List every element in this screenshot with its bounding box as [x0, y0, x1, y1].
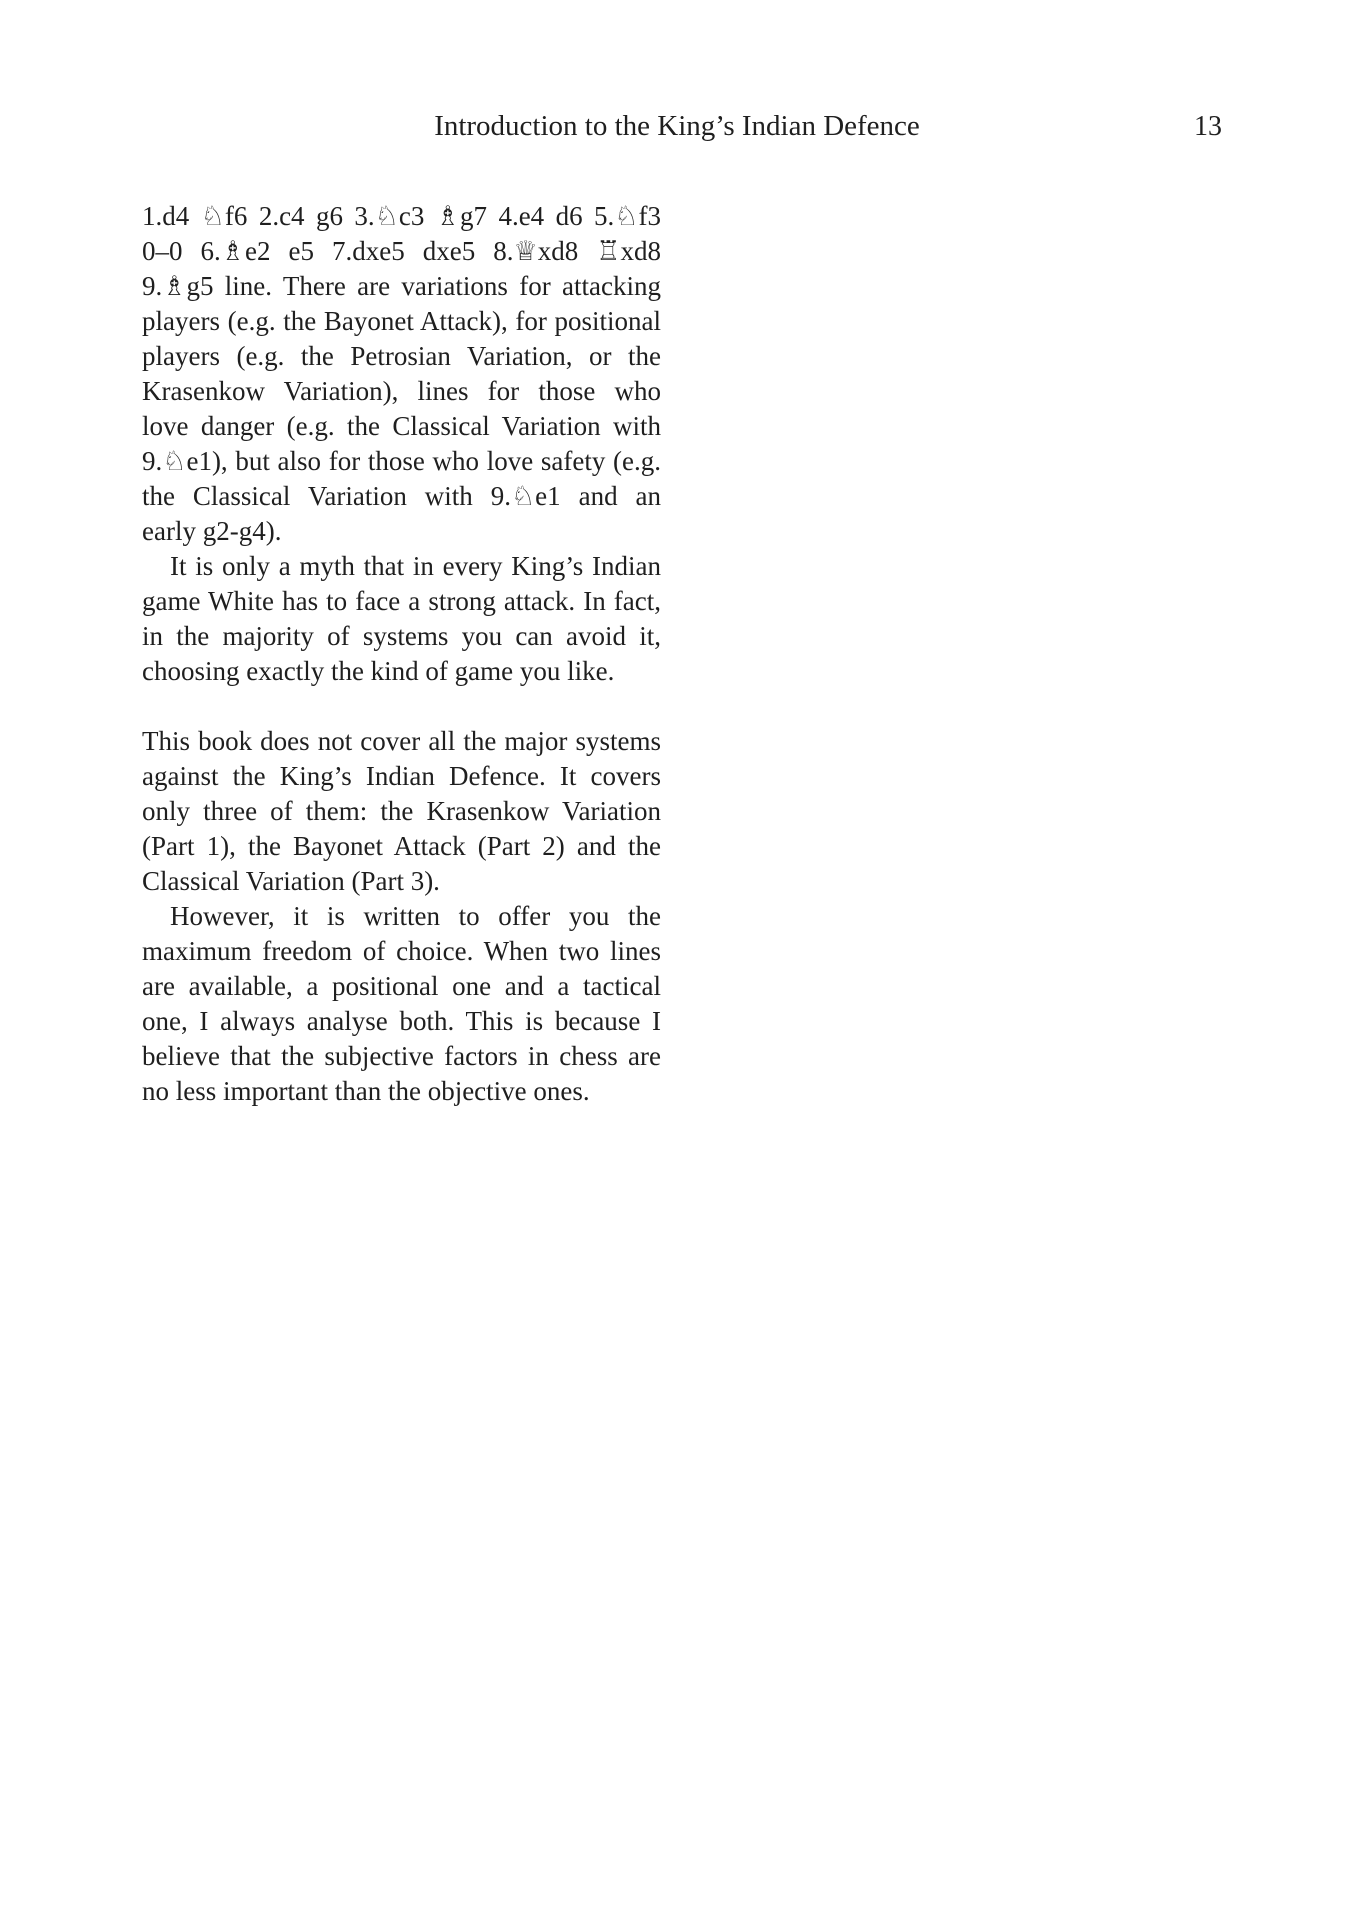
text-line: game White has to face a strong attack. In fact, [142, 586, 661, 616]
text-line: (Part 1), the Bayonet Attack (Part 2) and the [142, 831, 661, 861]
paragraph [142, 199, 661, 549]
text-line: Classical Variation (Part 3). [142, 866, 440, 896]
paragraph [142, 899, 661, 1109]
text-line: 1.d4 ♘f6 2.c4 g6 3.♘c3 ♗g7 4.e4 d6 5.♘f3 [142, 201, 661, 231]
text-line: only three of them: the Krasenkow Variation [142, 796, 661, 826]
text-line: 9.♘e1), but also for those who love safety (e.g. [142, 446, 661, 476]
text-column [142, 199, 661, 1109]
text-line: believe that the subjective factors in chess are [142, 1041, 661, 1071]
text-line: are available, a positional one and a tactical [142, 971, 661, 1001]
text-line: against the King’s Indian Defence. It covers [142, 761, 661, 791]
text-line: This book does not cover all the major systems [142, 726, 661, 756]
paragraph [142, 724, 661, 899]
text-line: 0–0 6.♗e2 e5 7.dxe5 dxe5 8.♕xd8 ♖xd8 [142, 236, 661, 266]
text-line: maximum freedom of choice. When two lines [142, 936, 661, 966]
page-number: 13 [1194, 111, 1222, 142]
page-header [0, 109, 1354, 144]
text-line: players (e.g. the Bayonet Attack), for positional [142, 306, 661, 336]
text-line: choosing exactly the kind of game you like. [142, 656, 615, 686]
running-header-title: Introduction to the King’s Indian Defence [434, 110, 920, 142]
text-line: one, I always analyse both. This is because I [142, 1006, 661, 1036]
text-line: in the majority of systems you can avoid it, [142, 621, 661, 651]
text-line: 9.♗g5 line. There are variations for attacking [142, 271, 661, 301]
paragraph [142, 549, 661, 689]
text-line: early g2-g4). [142, 516, 282, 546]
text-line: no less important than the objective ones. [142, 1076, 590, 1106]
text-line: Krasenkow Variation), lines for those who [142, 376, 661, 406]
text-line: However, it is written to offer you the [170, 901, 661, 931]
text-line: the Classical Variation with 9.♘e1 and an [142, 481, 661, 511]
text-line: players (e.g. the Petrosian Variation, or the [142, 341, 661, 371]
text-line: It is only a myth that in every King’s Indian [170, 551, 661, 581]
text-line: love danger (e.g. the Classical Variation with [142, 411, 661, 441]
